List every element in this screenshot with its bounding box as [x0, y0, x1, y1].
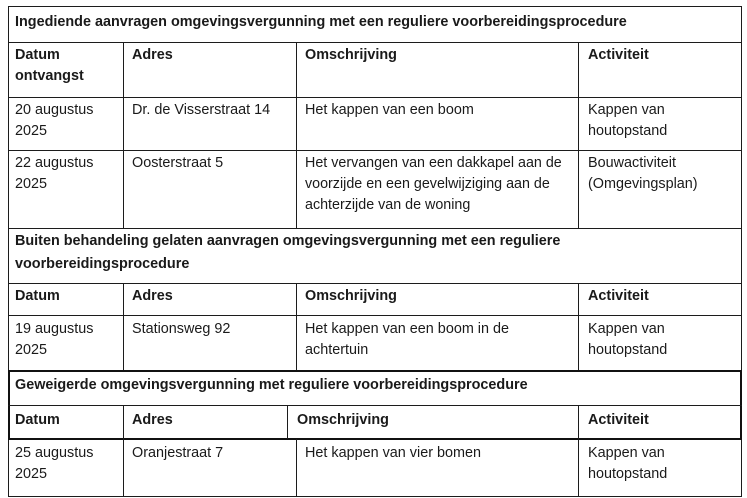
rule-thick: [8, 438, 742, 440]
header-adres: Adres: [132, 412, 173, 428]
col-divider: [296, 439, 297, 496]
cell-datum: 25 augustus 2025: [15, 445, 94, 482]
header-omschrijving: Omschrijving: [297, 412, 389, 428]
cell-datum: 22 augustus 2025: [15, 155, 94, 192]
cell-activiteit: Kappen van houtopstand: [588, 102, 668, 139]
rule: [8, 42, 742, 43]
rule: [8, 97, 742, 98]
rule: [8, 150, 742, 151]
cell-activiteit: Kappen van houtopstand: [588, 321, 668, 358]
header-datum-line: [15, 45, 115, 87]
header-omschrijving: Omschrijving: [305, 288, 397, 304]
rule: [8, 496, 742, 497]
cell-datum: 19 augustus 2025: [15, 321, 94, 358]
header-activiteit: Activiteit: [588, 288, 649, 304]
header-activiteit: Activiteit: [588, 412, 649, 428]
rule: [8, 6, 742, 7]
cell-omschrijving: Het kappen van een boom in de achtertuin: [305, 321, 510, 358]
col-divider: [123, 283, 124, 370]
section-title: Geweigerde omgevingsvergunning met reguliere voorbereidingsprocedure: [15, 377, 528, 393]
header-activiteit: Activiteit: [588, 47, 649, 63]
cell-activiteit: Bouwactiviteit (Omgevingsplan): [588, 155, 698, 192]
cell-omschrijving: Het kappen van vier bomen: [305, 445, 481, 461]
col-divider: [123, 405, 124, 496]
header-datum: Datum ontvangst: [15, 47, 84, 84]
header-datum: Datum: [15, 288, 60, 304]
rule: [8, 228, 742, 229]
section-title: Buiten behandeling gelaten aanvragen omgevingsvergunning met een reguliere voorbereidingsprocedure: [15, 233, 561, 272]
col-divider: [296, 42, 297, 228]
col-divider: [578, 283, 579, 370]
cell-datum: 20 augustus 2025: [15, 102, 94, 139]
rule: [8, 283, 742, 284]
header-adres: Adres: [132, 47, 173, 63]
rule: [8, 315, 742, 316]
cell-omschrijving: Het vervangen van een dakkapel aan de voorzijde en een gevelwijziging aan de achterzijde van de woning: [305, 155, 562, 213]
header-datum: Datum: [15, 412, 60, 428]
cell-activiteit: Kappen van houtopstand: [588, 445, 668, 482]
section-title: Ingediende aanvragen omgevingsvergunning met een reguliere voorbereidingsprocedure: [15, 14, 627, 30]
col-divider: [578, 405, 579, 496]
header-adres: Adres: [132, 288, 173, 304]
col-divider: [287, 405, 288, 439]
rule: [8, 405, 742, 406]
col-divider: [123, 42, 124, 228]
cell-adres: Stationsweg 92: [132, 321, 231, 337]
cell-omschrijving: Het kappen van een boom: [305, 102, 474, 118]
col-divider: [296, 283, 297, 370]
cell-adres: Oranjestraat 7: [132, 445, 224, 461]
cell-adres: Oosterstraat 5: [132, 155, 224, 171]
header-omschrijving: Omschrijving: [305, 47, 397, 63]
cell-adres: Dr. de Visserstraat 14: [132, 102, 271, 118]
rule-thick: [8, 370, 742, 372]
